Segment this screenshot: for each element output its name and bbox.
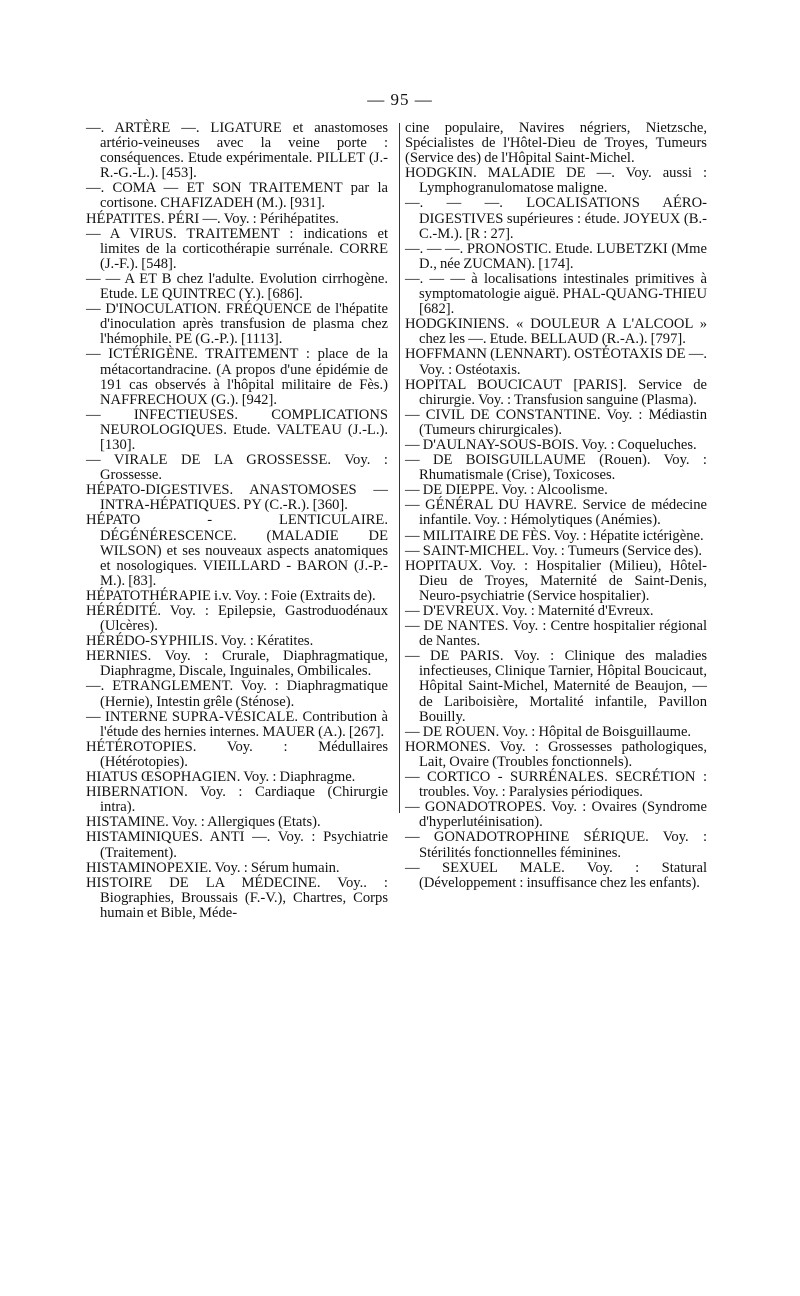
index-entry: — GONADOTROPHINE SÉRIQUE. Voy. : Stérilités fonctionnelles féminines.	[405, 829, 707, 861]
index-entry: HIATUS ŒSOPHAGIEN. Voy. : Diaphragme.	[86, 769, 356, 786]
page-number: — 95 —	[367, 90, 433, 109]
index-entry: — ICTÉRIGÈNE. TRAITEMENT : place de la métacortandracine. (A propos d'une épidémie de 191 cas observés à l'hôpital militaire de Fès.) NAFFRECHOUX (G.). [942].	[86, 346, 388, 408]
index-entry: — SEXUEL MALE. Voy. : Statural (Développement : insuffisance chez les enfants).	[405, 859, 707, 891]
index-entry: — CORTICO - SURRÉNALES. SECRÉTION : troubles. Voy. : Paralysies périodiques.	[405, 769, 707, 801]
index-entry: HÉPATITES. PÉRI —. Voy. : Périhépatites.	[86, 210, 339, 227]
index-entry: HÉTÉROTOPIES. Voy. : Médullaires (Hétérotopies).	[86, 738, 388, 770]
index-entry: — D'EVREUX. Voy. : Maternité d'Evreux.	[405, 603, 654, 619]
right-column	[405, 121, 707, 891]
index-entry: HISTAMINIQUES. ANTI —. Voy. : Psychiatrie (Traitement).	[86, 829, 388, 861]
index-entry: HODGKIN. MALADIE DE —. Voy. aussi : Lymphogranulomatose maligne.	[405, 165, 707, 197]
index-entry: — INTERNE SUPRA-VÉSICALE. Contribution à l'étude des hernies internes. MAUER (A.). [267].	[86, 708, 388, 740]
index-entry: HISTAMINOPEXIE. Voy. : Sérum humain.	[86, 859, 340, 876]
index-entry: —. ETRANGLEMENT. Voy. : Diaphragmatique (Hernie), Intestin grêle (Sténose).	[86, 678, 388, 710]
index-entry: HORMONES. Voy. : Grossesses pathologiques, Lait, Ovaire (Troubles fonctionnels).	[405, 738, 707, 770]
index-entry: — GÉNÉRAL DU HAVRE. Service de médecine infantile. Voy. : Hémolytiques (Anémies).	[405, 497, 707, 529]
index-entry: — DE NANTES. Voy. : Centre hospitalier régional de Nantes.	[405, 618, 707, 650]
index-entry: HOFFMANN (LENNART). OSTÉOTAXIS DE —. Voy. : Ostéotaxis.	[405, 346, 707, 378]
index-entry: HISTAMINE. Voy. : Allergiques (Etats).	[86, 814, 321, 831]
index-entry: HISTOIRE DE LA MÉDECINE. Voy.. : Biographies, Broussais (F.-V.), Chartres, Corps humain et Bible, Méde-	[86, 874, 388, 921]
left-column	[86, 121, 388, 921]
index-entry: — SAINT-MICHEL. Voy. : Tumeurs (Service des).	[405, 542, 702, 559]
index-entry: HIBERNATION. Voy. : Cardiaque (Chirurgie intra).	[86, 784, 388, 816]
index-entry: HÉPATO - LENTICULAIRE. DÉGÉNÉRESCENCE. (MALADIE DE WILSON) et ses nouveaux aspects anatomiques et nosologiques. VIEILLARD - BARON (J.-P.-M.). [83].	[86, 512, 388, 589]
index-entry: — DE BOISGUILLAUME (Rouen). Voy. : Rhumatismale (Crise), Toxicoses.	[405, 452, 707, 484]
index-entry: —. — —. PRONOSTIC. Etude. LUBETZKI (Mme D., née ZUCMAN). [174].	[405, 240, 707, 272]
index-entry-continuation: cine populaire, Navires négriers, Nietzsche, Spécialistes de l'Hôtel-Dieu de Troyes, Tumeurs (Service des) de l'Hôpital Saint-Michel.	[405, 120, 707, 167]
index-entry: — DE PARIS. Voy. : Clinique des maladies infectieuses, Clinique Tarnier, Hôpital Boucicaut, Hôpital Saint-Michel, Maternité de Beaujon, — de Lariboisière, Mortalité infantile, Pavillon Bouilly.	[405, 648, 707, 725]
index-entry: HOPITAUX. Voy. : Hospitalier (Milieu), Hôtel-Dieu de Troyes, Maternité de Saint-Denis, Neuro-psychiatrie (Service hospitalier).	[405, 557, 707, 604]
index-entry: — D'INOCULATION. FRÉQUENCE de l'hépatite d'inoculation après transfusion de plasma chez l'hémophile. PE (G.-P.). [1113].	[86, 301, 388, 348]
index-entry: —. COMA — ET SON TRAITEMENT par la cortisone. CHAFIZADEH (M.). [931].	[86, 180, 388, 212]
index-entry: — VIRALE DE LA GROSSESSE. Voy. : Grossesse.	[86, 452, 388, 484]
index-entry: —. ARTÈRE —. LIGATURE et anastomoses artério-veineuses avec la veine porte : conséquences. Etude expérimentale. PILLET (J.-R.-G.-L.). [453].	[86, 120, 388, 182]
index-entry: — DE ROUEN. Voy. : Hôpital de Boisguillaume.	[405, 723, 692, 740]
index-entry: — CIVIL DE CONSTANTINE. Voy. : Médiastin (Tumeurs chirurgicales).	[405, 406, 707, 438]
index-entry: HÉRÉDO-SYPHILIS. Voy. : Kératites.	[86, 633, 314, 650]
index-entry: — GONADOTROPES. Voy. : Ovaires (Syndrome d'hyperlutéinisation).	[405, 799, 707, 831]
column-divider	[399, 123, 400, 813]
index-entry: HERNIES. Voy. : Crurale, Diaphragmatique, Diaphragme, Discale, Inguinales, Ombilicales.	[86, 648, 388, 680]
index-entry: — A VIRUS. TRAITEMENT : indications et limites de la corticothérapie surrénale. CORRE (J.-F.). [548].	[86, 225, 388, 272]
index-entry: — — A ET B chez l'adulte. Evolution cirrhogène. Etude. LE QUINTREC (Y.). [686].	[86, 270, 388, 303]
index-entry: — D'AULNAY-SOUS-BOIS. Voy. : Coqueluches.	[405, 436, 697, 453]
index-entry: HODGKINIENS. « DOULEUR A L'ALCOOL » chez les —. Etude. BELLAUD (R.-A.). [797].	[405, 316, 707, 348]
index-entry: — INFECTIEUSES. COMPLICATIONS NEUROLOGIQUES. Etude. VALTEAU (J.-L.). [130].	[86, 406, 388, 453]
index-entry: — DE DIEPPE. Voy. : Alcoolisme.	[405, 482, 608, 499]
index-entry: — MILITAIRE DE FÈS. Voy. : Hépatite ictérigène.	[405, 527, 704, 544]
index-entry: —. — — à localisations intestinales primitives à symptomatologie aiguë. PHAL-QUANG-THIEU [682].	[405, 270, 707, 318]
index-entry: HOPITAL BOUCICAUT [PARIS]. Service de chirurgie. Voy. : Transfusion sanguine (Plasma).	[405, 376, 707, 408]
index-entry: —. — —. LOCALISATIONS AÉRO-DIGESTIVES supérieures : étude. JOYEUX (B.-C.-M.). [R : 27].	[405, 195, 707, 242]
index-entry: HÉPATOTHÉRAPIE i.v. Voy. : Foie (Extraits de).	[86, 587, 376, 604]
index-entry: HÉPATO-DIGESTIVES. ANASTOMOSES — INTRA-HÉPATIQUES. PY (C.-R.). [360].	[86, 482, 388, 514]
index-entry: HÉRÉDITÉ. Voy. : Epilepsie, Gastroduodénaux (Ulcères).	[86, 603, 388, 635]
